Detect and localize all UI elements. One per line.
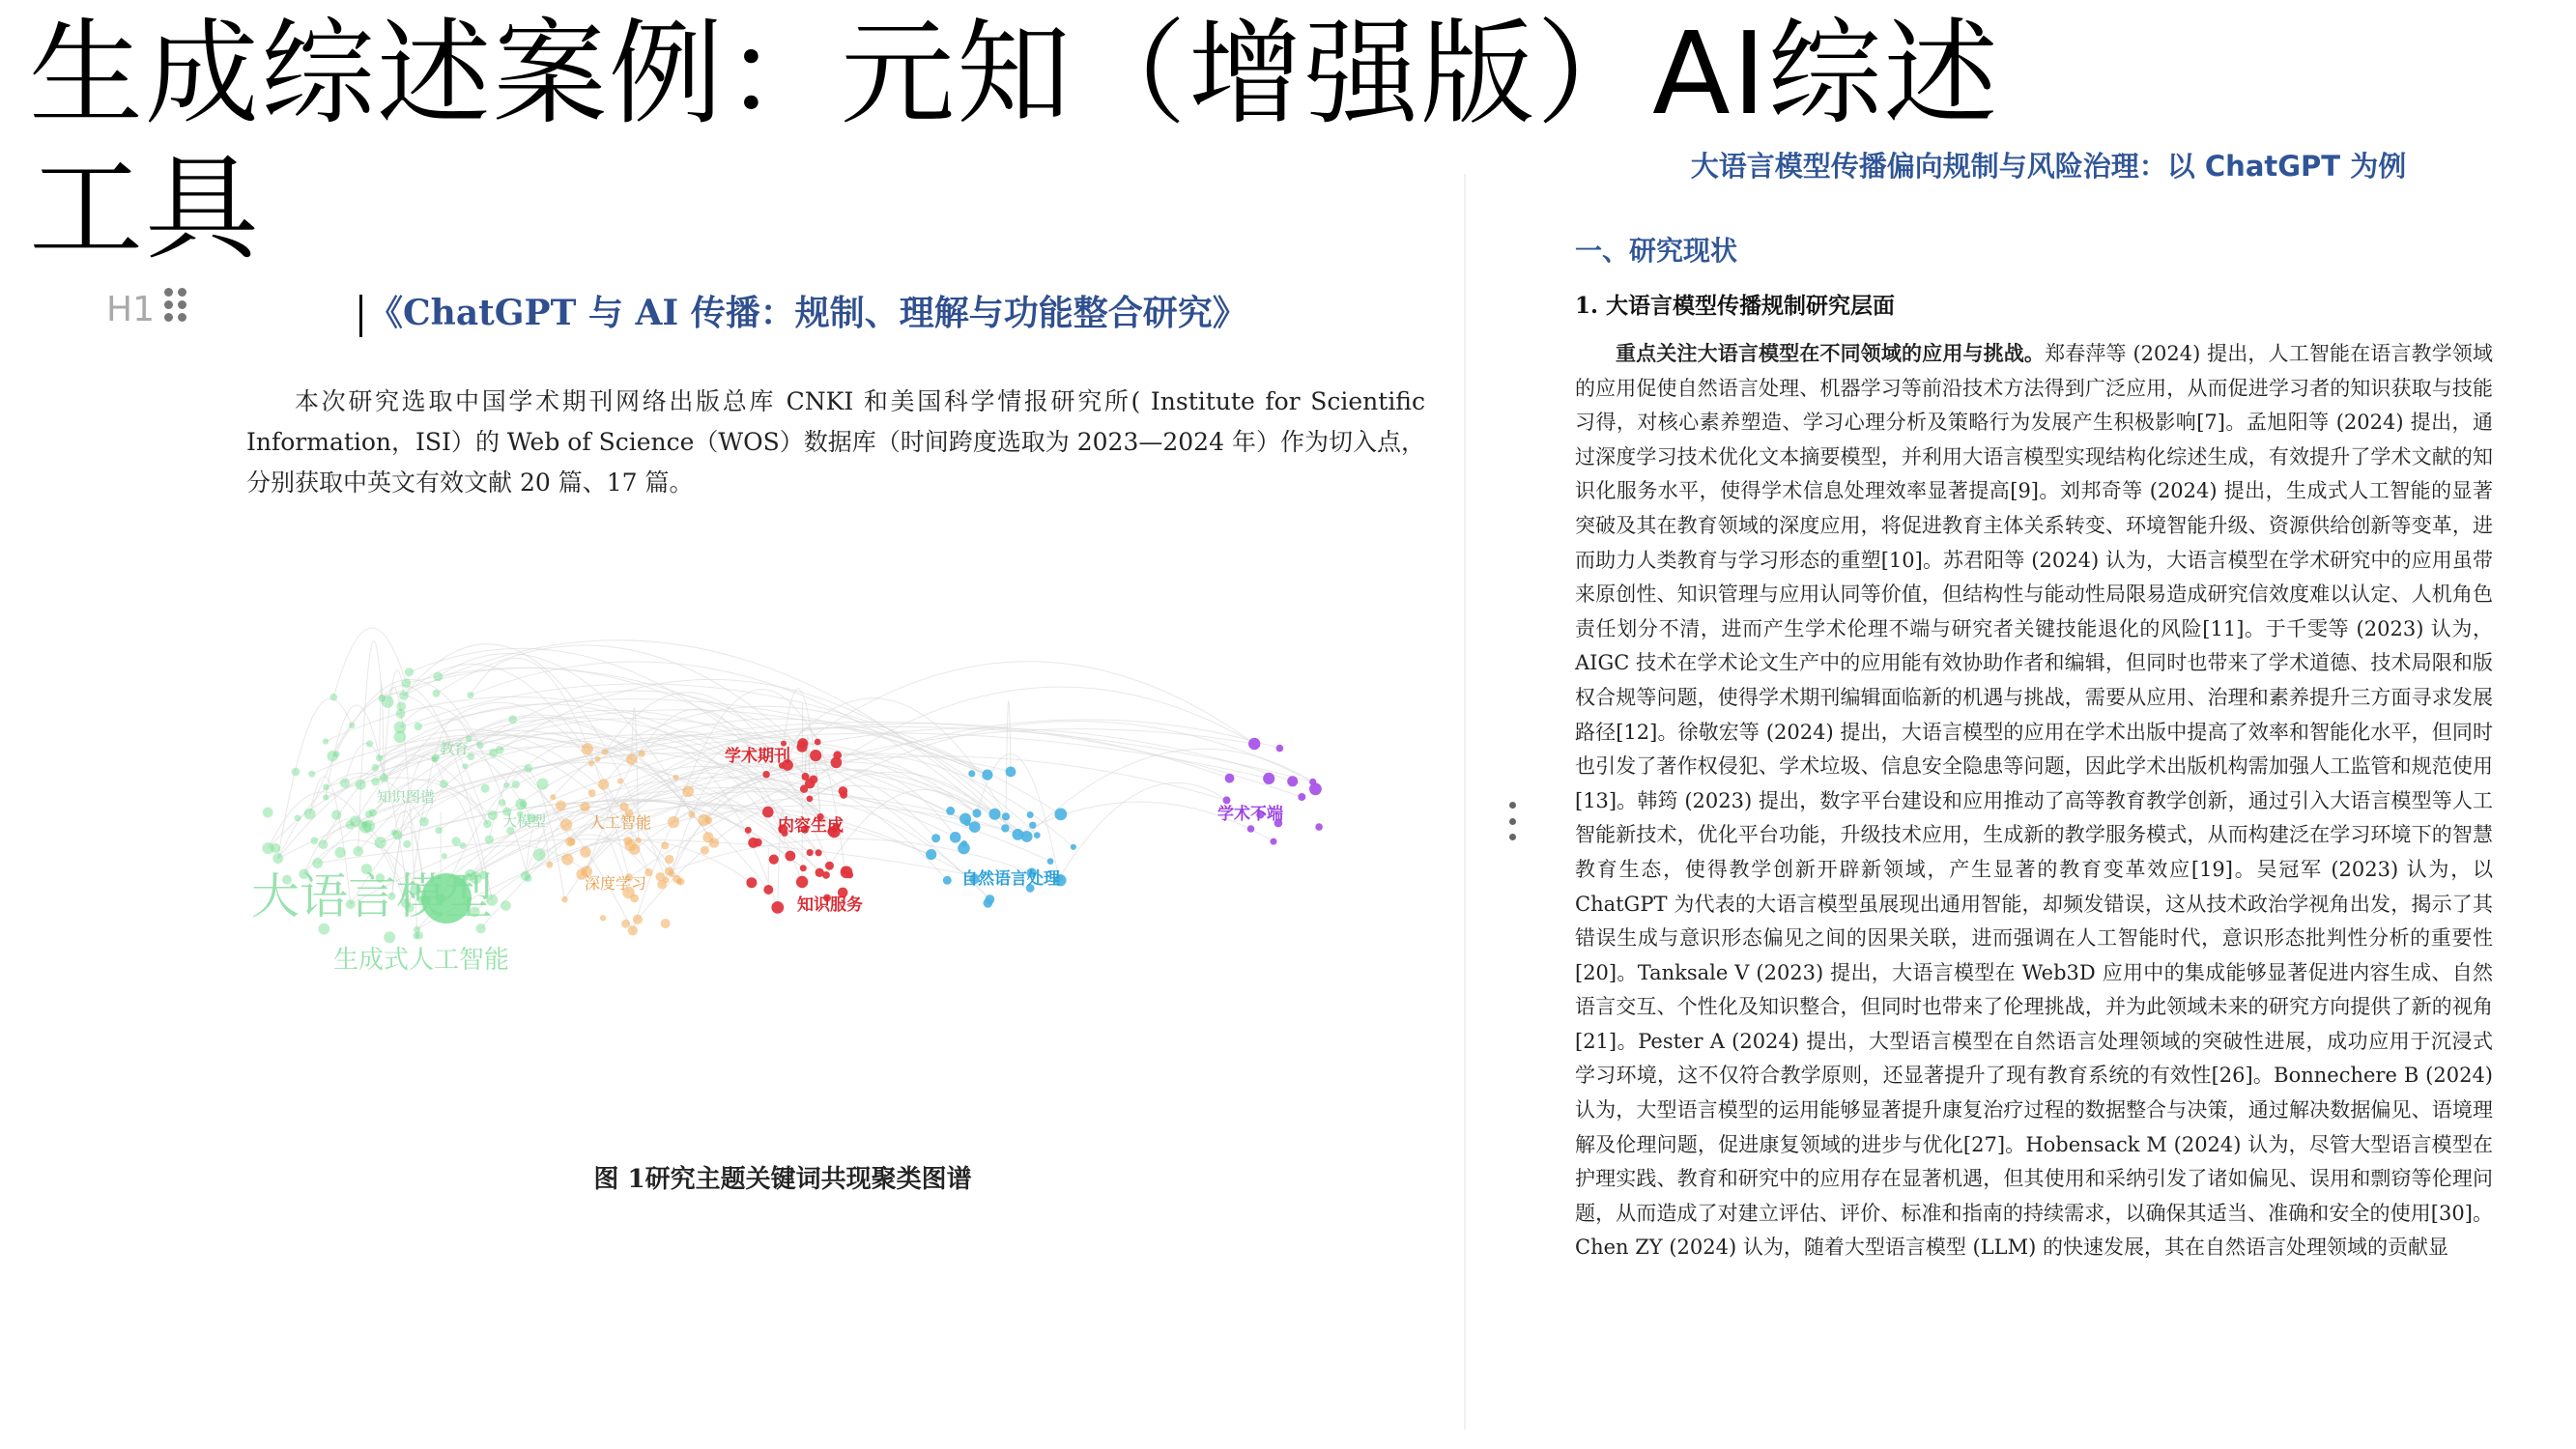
network-node-green (415, 723, 422, 730)
network-node-orange (580, 802, 589, 811)
network-node-green (263, 808, 273, 818)
right-document-title: 大语言模型传播偏向规制与风险治理：以 ChatGPT 为例 (1690, 150, 2407, 183)
label-red-3: 知识服务 (797, 895, 863, 915)
network-node-blue (1002, 812, 1010, 820)
network-node-red (762, 771, 769, 778)
network-node-red (831, 757, 843, 769)
network-node-orange (673, 775, 678, 781)
network-node-green (384, 931, 395, 943)
network-node-blue (968, 770, 975, 777)
network-link (1059, 782, 1227, 878)
keyword-cooccurrence-network (242, 599, 1430, 1179)
left-title-text: 《ChatGPT 与 AI 传播：规制、理解与功能整合研究》 (368, 293, 1247, 333)
network-node-red (786, 851, 796, 862)
network-node-green (481, 784, 490, 793)
network-node-orange (561, 854, 573, 866)
network-node-orange (617, 779, 623, 784)
network-node-orange (629, 844, 640, 855)
network-node-orange (705, 817, 713, 825)
network-node-green (405, 668, 414, 676)
network-node-green (346, 820, 355, 829)
column-divider (1464, 174, 1466, 1430)
left-document-title (359, 286, 1247, 337)
label-green-3: 大模型 (502, 812, 547, 830)
network-node-orange (588, 760, 594, 766)
network-node-green (403, 840, 411, 848)
network-node-orange (665, 855, 673, 864)
network-node-purple (1225, 774, 1235, 783)
network-node-green (475, 923, 485, 933)
label-purple-1: 学术不端 (1217, 805, 1283, 824)
network-node-green (353, 846, 363, 857)
section-heading: 一、研究现状 (1575, 235, 1738, 267)
network-node-blue (1029, 822, 1036, 829)
network-node-red (763, 885, 773, 895)
network-node-blue (1006, 767, 1016, 778)
network-node-green (451, 837, 460, 845)
network-node-blue (969, 821, 981, 833)
network-node-green (362, 820, 375, 833)
network-node-purple (1223, 796, 1231, 804)
network-node-red (816, 868, 824, 877)
heading-level-icon[interactable]: H1 (106, 290, 155, 329)
network-node-orange (582, 743, 593, 754)
network-node-red (745, 827, 752, 834)
left-document-panel (97, 270, 1449, 1236)
network-node-orange (661, 919, 671, 928)
network-node-orange (628, 925, 638, 935)
network-node-green (394, 722, 407, 734)
network-node-purple (1298, 793, 1305, 801)
network-node-green (323, 794, 329, 800)
network-node-green (323, 783, 329, 790)
network-node-blue (1047, 858, 1054, 865)
network-node-green (476, 742, 484, 750)
network-node-red (825, 862, 834, 870)
network-node-green (433, 690, 441, 697)
network-node-orange (633, 915, 643, 924)
network-node-green (419, 817, 429, 827)
network-node-red (807, 849, 814, 856)
network-node-orange (701, 846, 709, 855)
network-node-red (748, 838, 758, 848)
network-node-green (349, 723, 356, 729)
network-node-green (508, 715, 517, 724)
network-node-green (380, 774, 388, 782)
network-node-purple (1315, 823, 1323, 831)
network-node-orange (595, 756, 601, 762)
network-node-blue (950, 832, 961, 843)
network-node-green (397, 701, 407, 711)
network-node-purple (1287, 776, 1298, 786)
network-node-green (537, 779, 549, 790)
network-node-green (402, 679, 412, 689)
network-node-purple (1263, 773, 1274, 784)
network-node-green (376, 754, 383, 761)
network-node-red (781, 741, 787, 747)
network-node-red (815, 739, 821, 746)
network-node-green (501, 900, 511, 911)
network-node-red (746, 877, 757, 888)
network-node-green (372, 764, 380, 772)
network-node-green (483, 820, 492, 829)
network-node-green (496, 746, 504, 754)
network-node-green (431, 753, 439, 761)
network-node-blue (1013, 829, 1024, 840)
network-node-green (356, 780, 366, 790)
network-node-orange (565, 838, 575, 847)
subheading: 1. 大语言模型传播规制研究层面 (1575, 293, 1896, 319)
network-node-blue (982, 770, 992, 781)
network-node-purple (1276, 745, 1284, 753)
network-node-orange (580, 846, 590, 857)
network-node-red (771, 901, 784, 914)
network-node-green (524, 764, 532, 773)
network-node-green (318, 923, 329, 935)
network-node-red (802, 773, 810, 781)
network-node-green (312, 858, 323, 868)
label-green-1: 知识图谱 (377, 788, 436, 806)
network-node-red (846, 871, 853, 878)
network-node-red (800, 865, 807, 871)
label-large-language-model: 大语言模型 (251, 868, 493, 924)
network-node-green (435, 827, 442, 834)
network-node-orange (598, 779, 609, 789)
network-link (830, 790, 978, 867)
network-node-orange (602, 749, 609, 755)
network-node-green (295, 814, 301, 821)
network-node-blue (1027, 811, 1034, 818)
network-node-blue (943, 876, 952, 885)
network-node-green (340, 779, 350, 788)
network-node-green (308, 771, 315, 778)
network-node-orange (668, 816, 679, 828)
network-node-orange (682, 785, 694, 797)
network-node-blue (946, 807, 955, 815)
network-node-orange (561, 896, 568, 903)
network-node-green (415, 931, 423, 939)
network-node-green (520, 801, 527, 808)
network-node-orange (556, 801, 566, 811)
network-node-orange (636, 838, 642, 843)
network-node-green (485, 836, 494, 844)
network-node-green (525, 875, 532, 883)
network-node-orange (560, 819, 573, 832)
network-node-green (442, 853, 447, 859)
network-node-purple (1271, 838, 1277, 845)
network-node-red (807, 796, 814, 803)
figure-caption: 图 1研究主题关键词共现聚类图谱 (593, 1165, 972, 1194)
right-document-panel (1556, 145, 2522, 1430)
network-node-orange (657, 880, 667, 890)
intro-paragraph: 本次研究选取中国学术期刊网络出版总库 CNKI 和美国科学情报研究所( Institute for Scientific Information，ISI）的 Web of Science（WOS）数据库（时间跨度选取为 2023—2024 年）作为切入点，分别获取中英文有效文献 20 篇、17 篇。 (246, 387, 1425, 497)
network-node-purple (1248, 738, 1260, 750)
label-generative-ai: 生成式人工智能 (333, 946, 510, 975)
network-node-orange (709, 838, 719, 847)
label-red-1: 学术期刊 (725, 747, 790, 766)
network-node-blue (931, 834, 940, 842)
network-node-blue (961, 840, 967, 846)
network-node-green (371, 778, 380, 786)
label-red-2: 内容生成 (778, 816, 844, 836)
network-node-purple (1247, 825, 1255, 833)
network-node-orange (661, 841, 669, 849)
network-node-blue (989, 809, 1001, 820)
network-node-green (399, 691, 409, 700)
label-green-2: 教育 (440, 740, 470, 757)
lead-sentence: 重点关注大语言模型在不同领域的应用与挑战。 (1616, 341, 2046, 365)
network-node-green (335, 847, 346, 858)
network-node-red (762, 807, 774, 818)
label-orange-1: 人工智能 (589, 813, 652, 832)
drag-handle-icon[interactable] (164, 288, 187, 327)
network-node-green (292, 768, 301, 777)
network-node-green (262, 842, 273, 854)
network-node-orange (600, 915, 606, 921)
network-node-green (533, 849, 546, 862)
network-node-green (366, 740, 373, 747)
network-node-blue (986, 895, 995, 904)
network-node-orange (623, 837, 632, 845)
network-node-orange (676, 878, 682, 884)
slide-title: 生成综述案例：元知（增强版）AI综述工具 (29, 7, 2000, 275)
network-node-green (310, 837, 318, 844)
network-node-green (462, 763, 468, 769)
network-node-green (382, 696, 394, 708)
network-node-green (319, 839, 329, 849)
network-node-green (304, 809, 316, 820)
network-node-green (488, 810, 498, 820)
label-orange-2: 深度学习 (585, 874, 647, 893)
network-node-orange (626, 753, 637, 764)
network-node-green (331, 810, 341, 819)
network-node-green (272, 853, 283, 864)
network-node-green (460, 842, 467, 849)
network-node-green (323, 738, 329, 744)
network-node-blue (1001, 824, 1009, 832)
network-node-orange (588, 789, 596, 797)
network-node-green (433, 672, 443, 682)
network-node-red (839, 786, 848, 796)
network-node-blue (1034, 832, 1041, 838)
network-node-red (810, 750, 821, 761)
network-node-green (512, 781, 520, 788)
network-node-blue (972, 809, 981, 817)
network-node-green (391, 830, 397, 836)
network-node-orange (550, 794, 556, 800)
network-node-orange (656, 872, 665, 881)
network-node-green (467, 692, 473, 698)
network-node-red (796, 876, 808, 888)
more-options-icon[interactable] (1509, 802, 1517, 840)
network-node-red (816, 849, 822, 856)
network-node-red (769, 855, 779, 865)
network-node-orange (546, 862, 553, 868)
network-node-green (375, 837, 386, 848)
network-node-red (797, 738, 808, 749)
network-node-green (330, 694, 338, 701)
network-node-purple (1309, 782, 1322, 795)
network-node-orange (621, 920, 630, 928)
network-node-orange (638, 750, 644, 756)
network-node-green (503, 782, 509, 788)
body-paragraph (1575, 336, 2493, 1265)
network-node-blue (1071, 844, 1076, 850)
network-node-blue (1054, 809, 1067, 821)
body-text: 郑春萍等 (2024) 提出，人工智能在语言教学领域的应用促使自然语言处理、机器学习等前沿技术方法得到广泛应用，从而促进学习者的知识获取与技能习得，对核心素养塑造、学习心理分析及策略行为发展产生积极影响[7]。孟旭阳等 (2024) 提出，通过深度学习技术优化文本摘要模型，并利用大语言模型实现结构化综述生成，有效提升了学术文献的知识化服务水平，使得学术信息处理效率显著提高[9]。刘邦奇等 (2024) 提出，生成式人工智能的显著突破及其在教育领域的深度应用，将促进教育主体关系转变、环境智能升级、资源供给创新等变革，进而助力人类教育与学习形态的重塑[10]。苏君阳等 (2024) 认为，大语言模型在学术研究中的应用虽带来原创性、知识管理与应用认同等价值，但结构性与能动性局限易造成研究信效度难以认定、人机角色责任划分不清，进而产生学术伦理不端与研究者关键技能退化的风险[11]。于千雯等 (2023) 认为，AIGC 技术在学术论文生产中的应用能有效协助作者和编辑，但同时也带来了学术道德、技术局限和版权合规等问题，使得学术期刊编辑面临新的机遇与挑战，需要从应用、治理和素养提升三方面寻求发展路径[12]。徐敬宏等 (2024) 提出，大语言模型的应用在学术出版中提高了效率和智能化水平，但同时也引发了著作权侵犯、学术垃圾、信息安全隐患等问题，因此学术出版机构需加强人工监管和规范使用[13]。韩筠 (2023) 提出，数字平台建设和应用推动了高等教育教学创新，通过引入大语言模型等人工智能新技术，优化平台功能，升级技术应用，生成新的教学服务模式，从而构建泛在学习环境下的智慧教育生态，使得教学创新开辟新领域，产生显著的教育变革效应[19]。吴冠军 (2023) 认为，以 ChatGPT 为代表的大语言模型虽展现出通用智能，却频发错误，这从技术政治学视角出发，揭示了其错误生成与意识形态偏见之间的因果关联，进而强调在人工智能时代，意识形态批判性分析的重要性[20]。Tanksale V (2023) 提出，大语言模型在 Web3D 应用中的集成能够显著促进内容生成、自然语言交互、个性化及知识整合，但同时也带来了伦理挑战，并为此领域未来的研究方向提供了新的视角[21]。Pester A (2024) 提出，大型语言模型在自然语言处理领域的突破性进展，成功应用于沉浸式学习环境，这不仅符合教学原则，还显著提升了现有教育系统的有效性[26]。Bonnechere B (2024) 认为，大型语言模型的运用能够显著提升康复治疗过程的数据整合与决策，通过解决数据偏见、语境理解及伦理问题，促进康复领域的进步与优化[27]。Hobensack M (2024) 认为，尽管大型语言模型在护理实践、教育和研究中的应用存在显著机遇，但其使用和采纳引发了诸如偏见、误用和剽窃等伦理问题，从而造成了对建立评估、评价、标准和指南的持续需求，以确保其适当、准确和安全的使用[30]。Chen ZY (2024) 认为，随着大型语言模型 (LLM) 的快速发展，其在自然语言处理领域的贡献显 (1575, 342, 2494, 1260)
network-node-green (499, 799, 506, 807)
network-node-green (333, 751, 340, 757)
network-node-green (365, 810, 373, 818)
label-blue-1: 自然语言处理 (961, 869, 1060, 889)
network-node-blue (926, 849, 936, 860)
text-cursor (359, 295, 362, 337)
network-node-orange (688, 811, 695, 818)
network-node-green (440, 780, 448, 788)
